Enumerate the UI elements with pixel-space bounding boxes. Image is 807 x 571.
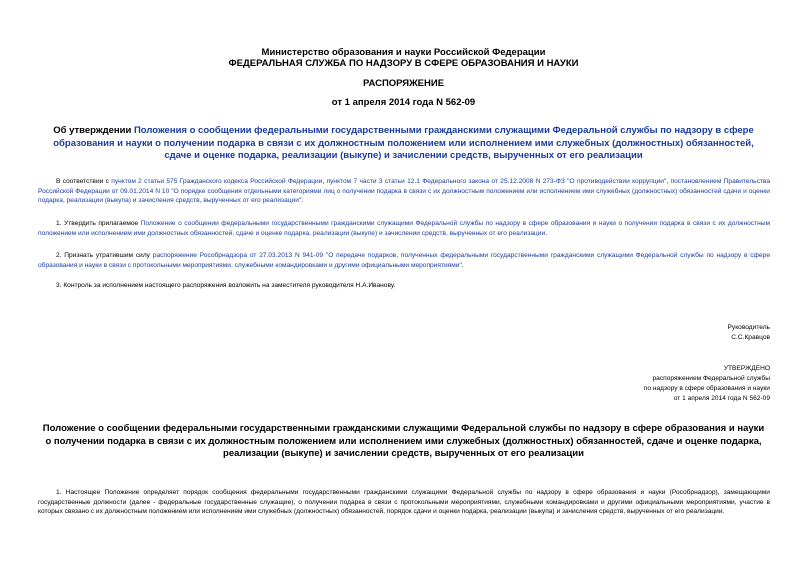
approval-line-2: распоряжением Федеральной службы: [652, 375, 770, 382]
paragraph-2: [38, 251, 770, 270]
federal-law-link[interactable]: пунктом 7 части 3 статьи 12.1 Федерального закона от 25.12.2008 N 273-ФЗ "О противодействии коррупции": [326, 178, 667, 185]
regulation-link[interactable]: Положение о сообщении федеральными государственными гражданскими служащими Федеральной службы по надзору в сфере образования и науки о получении подарка в связи с их должностным положением или исполнением ими должностных обязанностей, сдаче и оценке подарка, реализации (выкупе) и зачислении средств, вырученных от его реализации: [38, 220, 770, 237]
p1-text-2: .: [545, 229, 548, 237]
regulation-paragraph-1: 1. Настоящее Положение определяет порядок сообщения федеральными государственными гражданскими служащими Федеральной службы по надзору в сфере образования и науки (Рособрнадзор), замещающими государственные должности (далее - федеральные государственные служащие), о получении подарка в связи с протокольными мероприятиями, служебными командировками и другими официальными мероприятиями, участие в которых связано с их должностным положением или исполнением ими служебных (должностных) обязанностей, порядок сдачи и оценки подарка, реализации (выкупа) и зачисления средств, вырученных от его реализации.: [38, 489, 770, 516]
title-regulation-link[interactable]: Положения о сообщении федеральными государственными гражданскими служащими Федеральной службы по надзору в сфере образования и науки о получении подарка в связи с их должностным положением или исполнением ими служебных (должностных) обязанностей, сдаче и оценке подарка, реализации (выкупе) и зачислении средств, вырученных от его реализации: [53, 125, 754, 161]
approval-line-3: по надзору в сфере образования и науки: [643, 385, 770, 392]
intro-text-1: В соответствии с: [56, 178, 112, 185]
government-decree-link[interactable]: постановлением Правительства Российской Федерации от 09.01.2014 N 10 "О порядке сообщения отдельными категориями лиц о получении подарка в связи с их должностным положением или исполнением ими служебных (должностных) обязанностей сдачи и оценки подарка, реализации (выкупа) и зачисления средств, вырученных от его реализации": [38, 178, 771, 205]
approval-line-1: УТВЕРЖДЕНО: [723, 365, 770, 372]
intro-text-2: ,: [322, 178, 327, 185]
document-date-number: от 1 апреля 2014 года N 562-09: [331, 97, 476, 108]
approval-line-4: от 1 апреля 2014 года N 562-09: [673, 395, 770, 402]
intro-text-3: ,: [666, 178, 671, 185]
document-title: [40, 125, 767, 163]
signature-position: Руководитель: [727, 324, 770, 331]
civil-code-link[interactable]: пунктом 2 статьи 575 Гражданского кодекса Российской Федерации: [111, 178, 323, 185]
p2-text-2: .: [461, 261, 464, 269]
repealed-order-link[interactable]: распоряжение Рособрнадзора от 27.03.2013 N 941-09 "О передаче подарков, полученных федеральными государственными гражданскими служащими Федеральной службы по надзору в сфере образования и науки в связи с протокольными мероприятиями, служебными командировками и другими официальными мероприятиями": [38, 252, 770, 269]
intro-text-4: :: [301, 197, 304, 205]
paragraph-3: 3. Контроль за исполнением настоящего распоряжения возложить на заместителя руководителя Н.А.Иванову.: [56, 282, 396, 289]
paragraph-1: [38, 219, 770, 238]
intro-paragraph: [38, 177, 770, 206]
service-name: ФЕДЕРАЛЬНАЯ СЛУЖБА ПО НАДЗОРУ В СФЕРЕ ОБРАЗОВАНИЯ И НАУКИ: [228, 58, 579, 69]
p1-text-1: 1. Утвердить прилагаемое: [56, 220, 141, 227]
p2-text-1: 2. Признать утратившим силу: [56, 252, 153, 259]
document-type: РАСПОРЯЖЕНИЕ: [362, 78, 445, 89]
signature-name: С.С.Кравцов: [731, 334, 770, 341]
title-prefix: Об утверждении: [53, 125, 134, 136]
ministry-name: Министерство образования и науки Российской Федерации: [261, 47, 546, 58]
regulation-title: Положение о сообщении федеральными государственными гражданскими служащими Федеральной службы по надзору в сфере образования и науки о получении подарка в связи с их должностным положением или исполнением ими служебных (должностных) обязанностей, сдаче и оценке подарка, реализации (выкупе) и зачислении средств, вырученных от его реализации: [42, 423, 765, 459]
